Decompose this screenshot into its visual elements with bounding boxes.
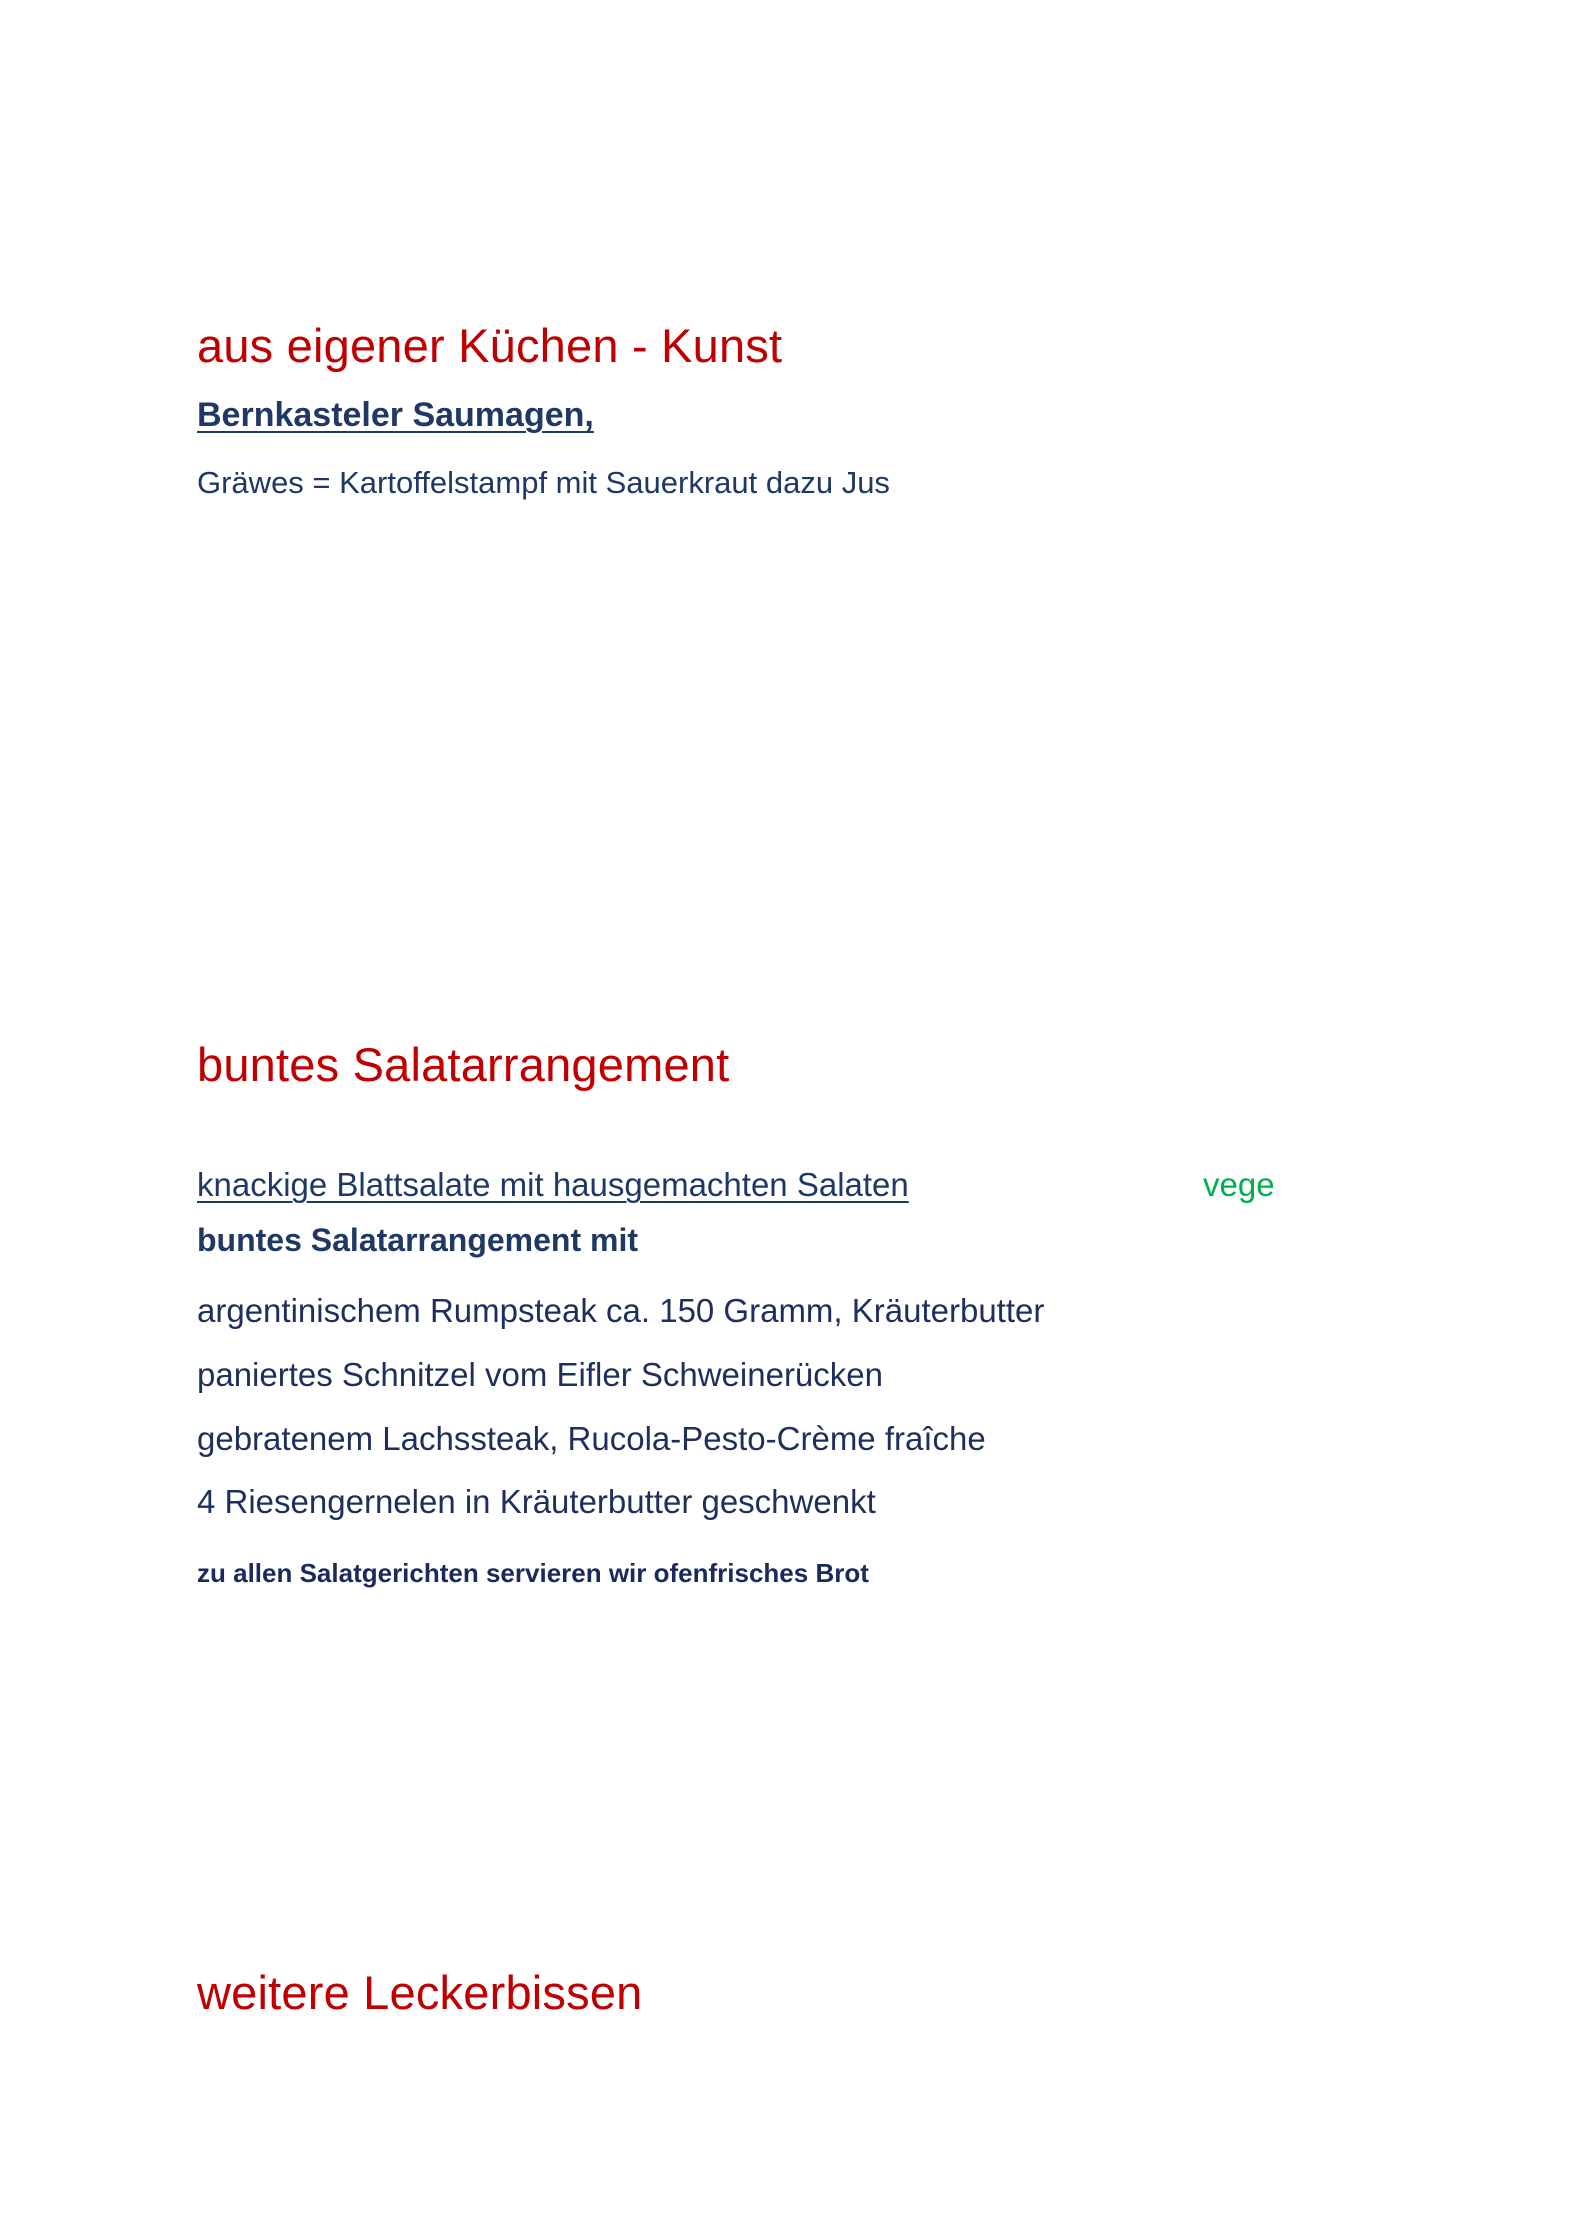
section-heading-own-kitchen: aus eigener Küchen - Kunst [197, 319, 783, 372]
dish-description-saumagen: Gräwes = Kartoffelstampf mit Sauerkraut dazu Jus [197, 465, 890, 500]
salad-option-lachssteak: gebratenem Lachssteak, Rucola-Pesto-Crème fraîche [197, 1420, 986, 1457]
vege-label: vege [1203, 1166, 1275, 1203]
salad-option-riesengarnelen: 4 Riesengernelen in Kräuterbutter geschwenkt [197, 1483, 876, 1520]
salad-with-label: buntes Salatarrangement mit [197, 1222, 638, 1258]
section-heading-more: weitere Leckerbissen [197, 1966, 643, 2019]
salad-bread-note: zu allen Salatgerichten servieren wir ofenfrisches Brot [197, 1558, 869, 1588]
salad-option-rumpsteak: argentinischem Rumpsteak ca. 150 Gramm, Kräuterbutter [197, 1292, 1045, 1329]
salad-subheading: knackige Blattsalate mit hausgemachten Salaten [197, 1166, 909, 1203]
dish-title-saumagen: Bernkasteler Saumagen, [197, 396, 594, 434]
salad-option-schnitzel: paniertes Schnitzel vom Eifler Schweinerücken [197, 1356, 883, 1393]
section-heading-salad: buntes Salatarrangement [197, 1038, 730, 1091]
